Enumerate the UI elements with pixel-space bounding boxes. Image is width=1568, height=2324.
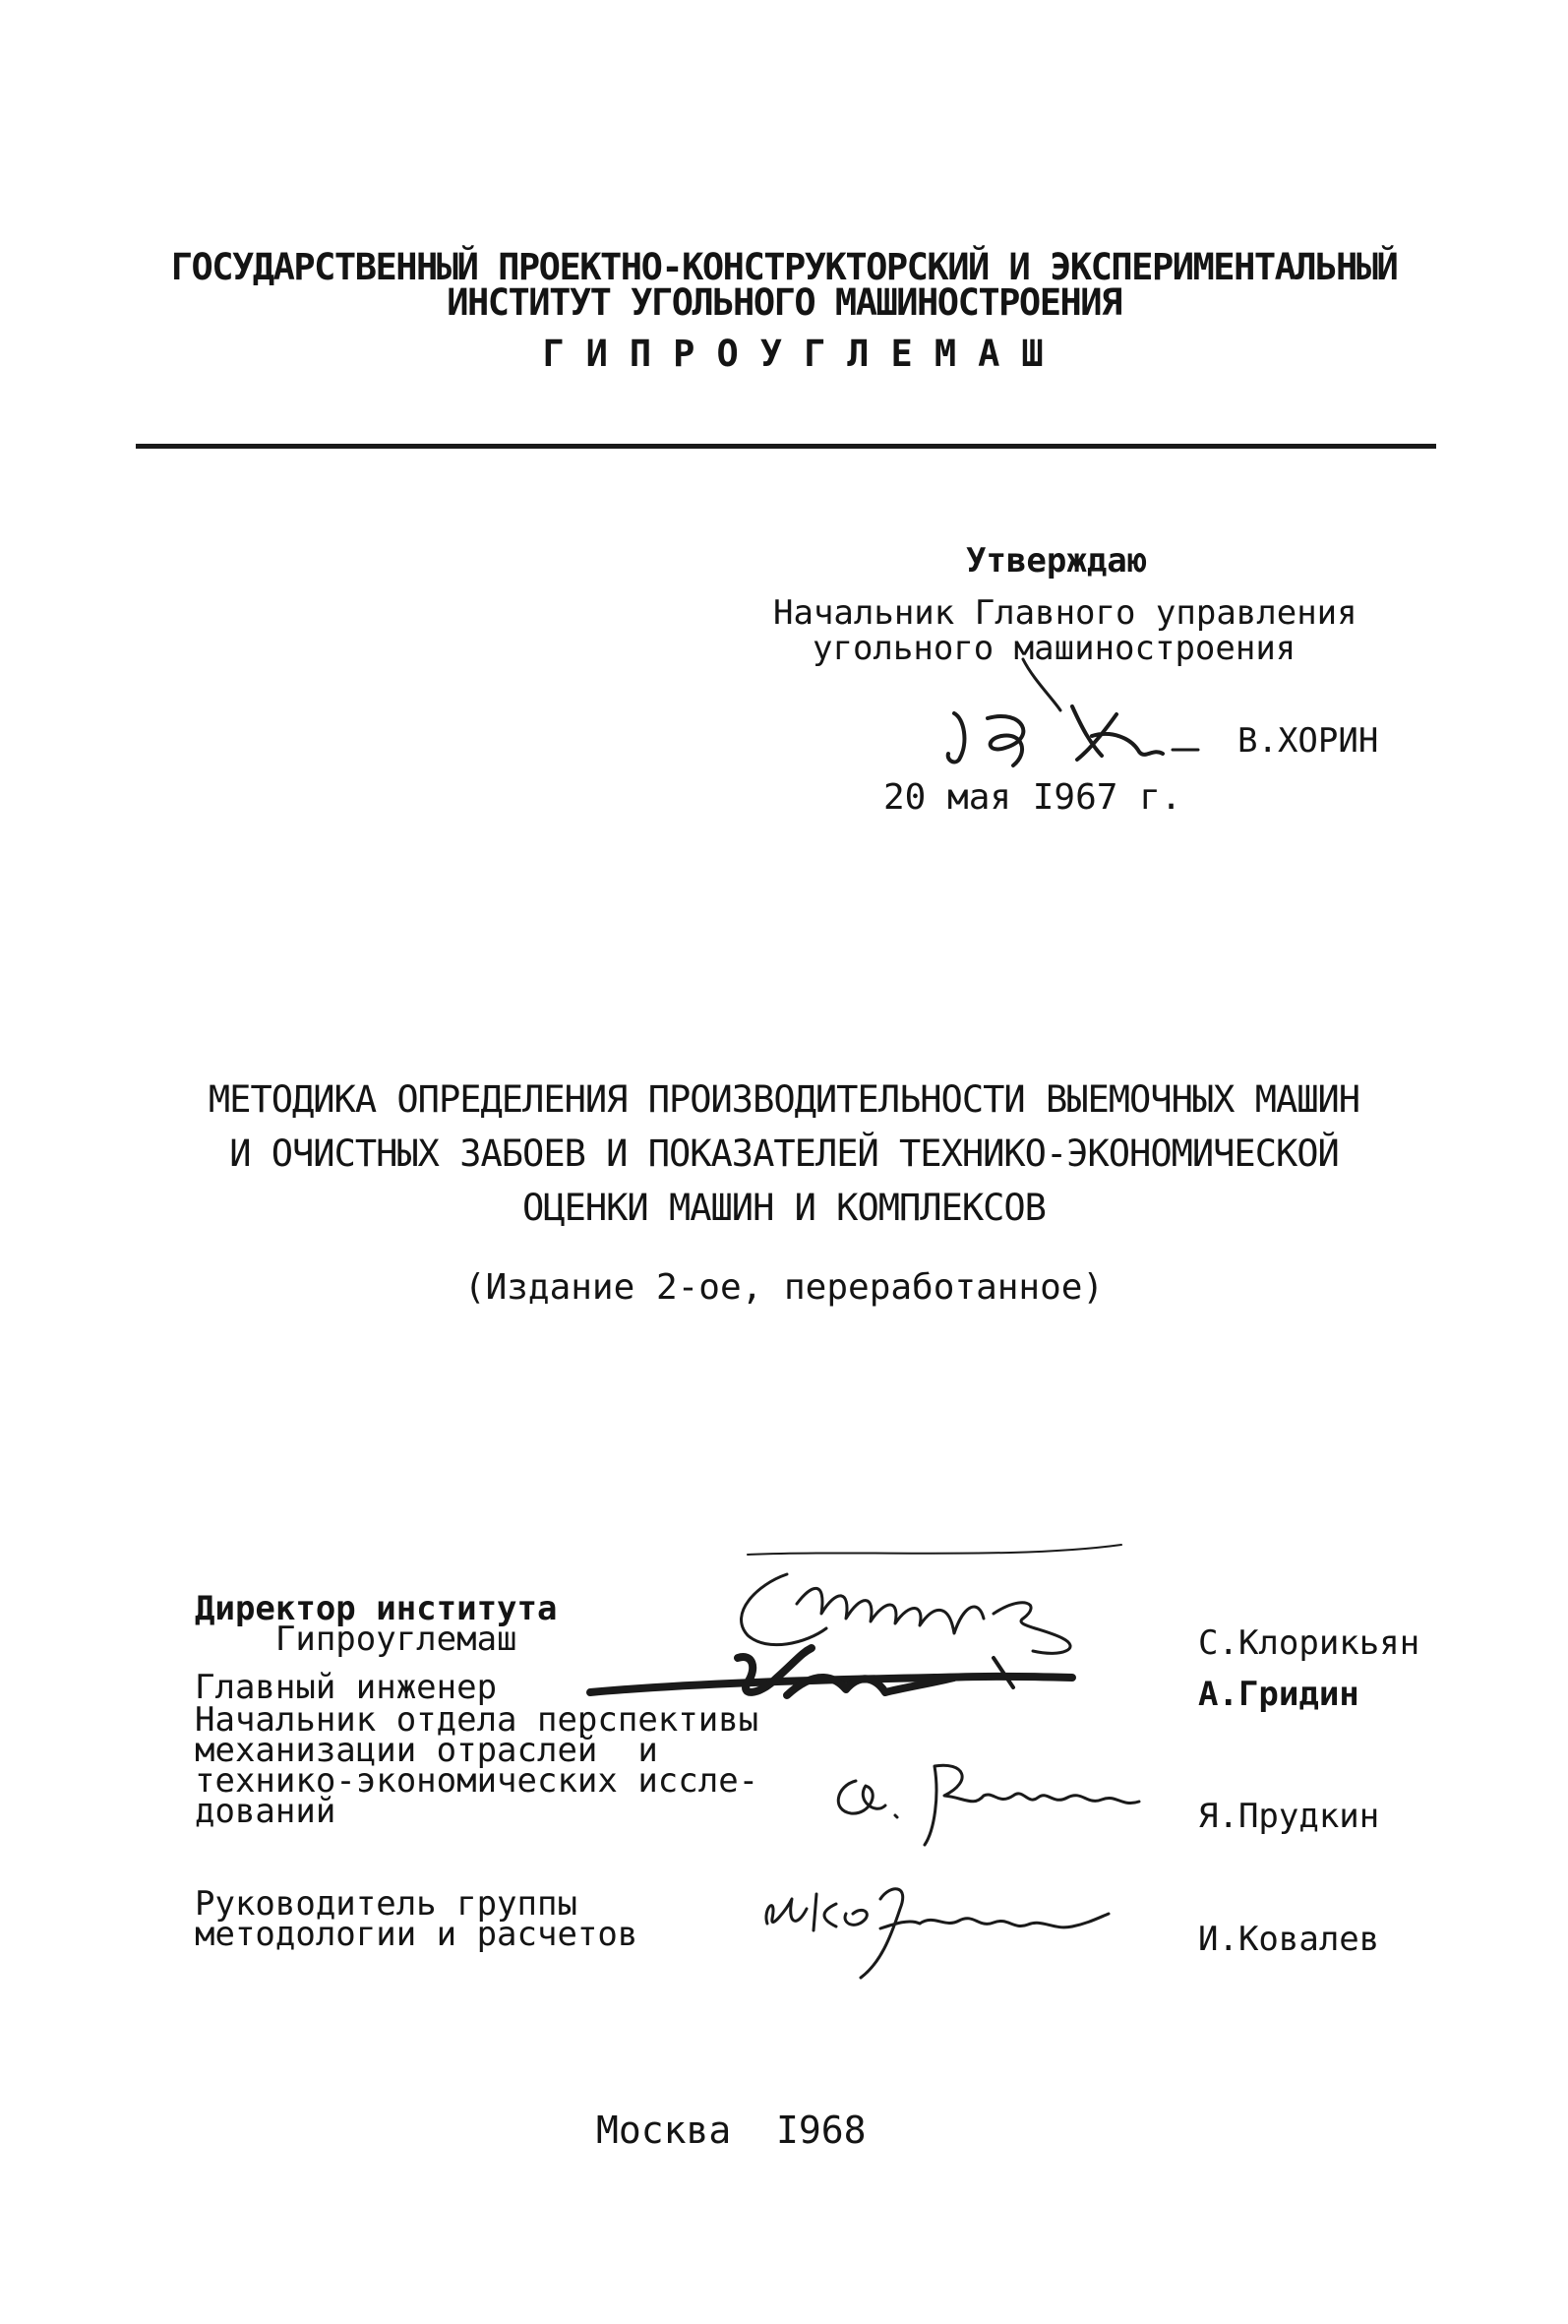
document-title-line-2: И ОЧИСТНЫХ ЗАБОЕВ И ПОКАЗАТЕЛЕЙ ТЕХНИКО-ЭКОНОМИЧЕСКОЙ	[229, 1132, 1339, 1175]
approver-name: В.ХОРИН	[1237, 721, 1379, 761]
signatory-name: С.Клорикьян	[1198, 1623, 1420, 1663]
signatory-role-line: дований	[195, 1792, 336, 1831]
header-divider	[136, 444, 1436, 449]
group-lead-signature	[743, 1869, 1136, 1988]
signatory-role-line: Директор института	[195, 1589, 558, 1628]
approval-position-line-1: Начальник Главного управления	[773, 593, 1357, 633]
signatory-role-line: Начальник отдела перспективы	[195, 1700, 759, 1740]
signatory-role-line: Руководитель группы	[195, 1884, 577, 1924]
signatory-name: И.Ковалев	[1198, 1920, 1380, 1959]
signatory-role-line: Главный инженер	[195, 1668, 498, 1707]
signatory-role-line: механизации отраслей и	[195, 1731, 658, 1770]
signatory-role-line: технико-экономических иссле-	[195, 1761, 759, 1801]
institute-name-line-2: ИНСТИТУТ УГОЛЬНОГО МАШИНОСТРОЕНИЯ	[447, 281, 1121, 324]
approval-position-line-2: угольного машиностроения	[813, 629, 1297, 668]
place-and-year: Москва I968	[596, 2109, 867, 2152]
approval-word: Утверждаю	[966, 541, 1148, 581]
signatory-role-line: Гипроуглемаш	[195, 1620, 517, 1659]
approval-date: 20 мая I967 г.	[883, 777, 1182, 818]
edition-note: (Издание 2-ое, переработанное)	[463, 1267, 1105, 1308]
signatory-role-line: методологии и расчетов	[195, 1915, 638, 1954]
department-head-signature	[826, 1746, 1161, 1855]
signatory-name: А.Гридин	[1198, 1675, 1359, 1714]
institute-name-line-1: ГОСУДАРСТВЕННЫЙ ПРОЕКТНО-КОНСТРУКТОРСКИЙ И ЭКСПЕРИМЕНТАЛЬНЫЙ	[170, 246, 1398, 288]
signatory-name: Я.Прудкин	[1198, 1797, 1380, 1836]
document-title-line-1: МЕТОДИКА ОПРЕДЕЛЕНИЯ ПРОИЗВОДИТЕЛЬНОСТИ ВЫЕМОЧНЫХ МАШИН	[208, 1078, 1360, 1121]
institute-acronym: ГИПРОУГЛЕМАШ	[542, 333, 1065, 375]
approver-signature	[944, 649, 1239, 777]
document-title-line-3: ОЦЕНКИ МАШИН И КОМПЛЕКСОВ	[522, 1187, 1046, 1229]
